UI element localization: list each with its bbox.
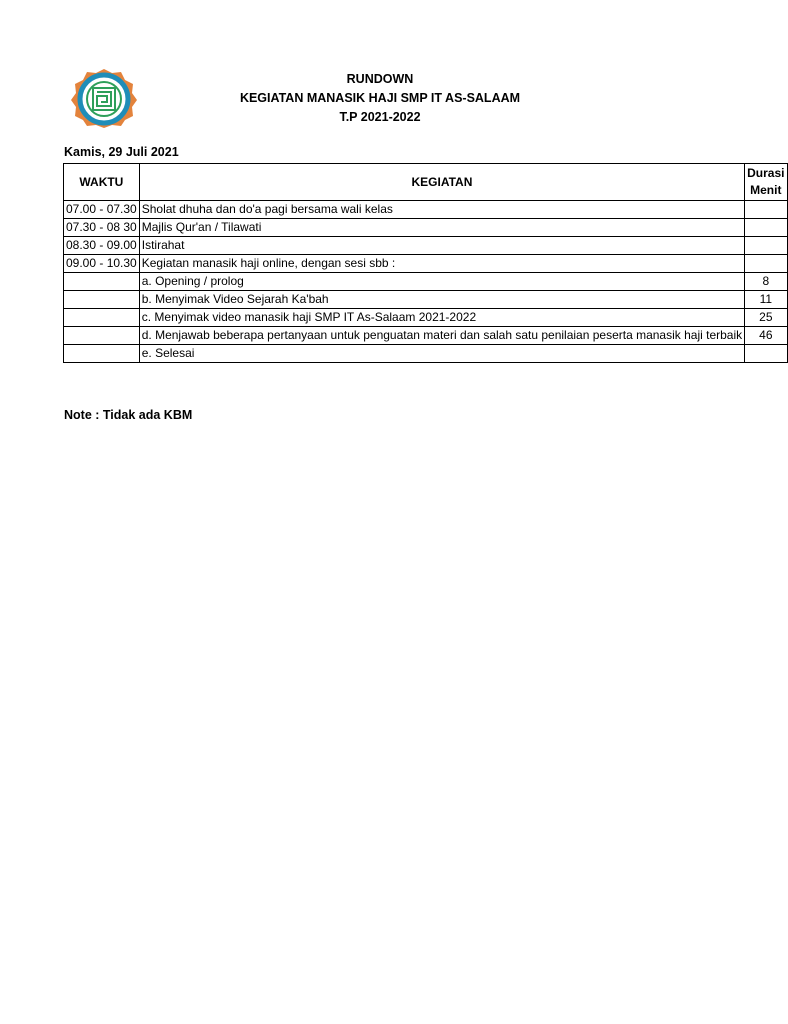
cell-kegiatan: a. Opening / prolog — [139, 273, 744, 291]
cell-waktu: 07.00 - 07.30 — [64, 201, 140, 219]
cell-durasi — [745, 219, 787, 237]
table-row — [64, 273, 788, 291]
cell-durasi: 46 — [745, 327, 787, 345]
cell-waktu — [64, 309, 140, 327]
cell-waktu: 08.30 - 09.00 — [64, 237, 140, 255]
rundown-table — [63, 163, 788, 363]
cell-waktu — [64, 327, 140, 345]
event-date: Kamis, 29 Juli 2021 — [64, 145, 179, 159]
table-row — [64, 237, 788, 255]
cell-waktu — [64, 345, 140, 363]
header-waktu: WAKTU — [64, 164, 140, 201]
cell-durasi — [745, 201, 787, 219]
title-line-event: KEGIATAN MANASIK HAJI SMP IT AS-SALAAM — [239, 91, 521, 105]
header-durasi-line2: Menit — [750, 183, 782, 197]
cell-waktu: 09.00 - 10.30 — [64, 255, 140, 273]
cell-kegiatan: e. Selesai — [139, 345, 744, 363]
table-row — [64, 219, 788, 237]
cell-kegiatan: Kegiatan manasik haji online, dengan sesi sbb : — [139, 255, 744, 273]
cell-durasi: 8 — [745, 273, 787, 291]
cell-kegiatan: d. Menjawab beberapa pertanyaan untuk penguatan materi dan salah satu penilaian peserta manasik haji terbaik — [139, 327, 744, 345]
note-text: Note : Tidak ada KBM — [64, 408, 193, 422]
table-row — [64, 327, 788, 345]
cell-durasi: 25 — [745, 309, 787, 327]
cell-durasi — [745, 237, 787, 255]
title-line-year: T.P 2021-2022 — [339, 110, 421, 124]
header-durasi-line1: Durasi — [747, 166, 785, 180]
cell-waktu — [64, 273, 140, 291]
cell-durasi — [745, 255, 787, 273]
table-row — [64, 201, 788, 219]
cell-waktu — [64, 291, 140, 309]
school-emblem-icon — [70, 68, 138, 128]
table-row — [64, 309, 788, 327]
cell-kegiatan: c. Menyimak video manasik haji SMP IT As-Salaam 2021-2022 — [139, 309, 744, 327]
header-kegiatan: KEGIATAN — [139, 164, 744, 201]
title-line-rundown: RUNDOWN — [346, 72, 414, 86]
cell-durasi: 11 — [745, 291, 787, 309]
document-title — [150, 70, 610, 127]
cell-durasi — [745, 345, 787, 363]
cell-kegiatan: Sholat dhuha dan do'a pagi bersama wali kelas — [139, 201, 744, 219]
table-row — [64, 291, 788, 309]
table-row — [64, 345, 788, 363]
cell-kegiatan: Istirahat — [139, 237, 744, 255]
cell-waktu: 07.30 - 08 30 — [64, 219, 140, 237]
cell-kegiatan: b. Menyimak Video Sejarah Ka'bah — [139, 291, 744, 309]
table-row — [64, 255, 788, 273]
header-durasi — [745, 164, 787, 201]
table-header-row — [64, 164, 788, 201]
cell-kegiatan: Majlis Qur'an / Tilawati — [139, 219, 744, 237]
